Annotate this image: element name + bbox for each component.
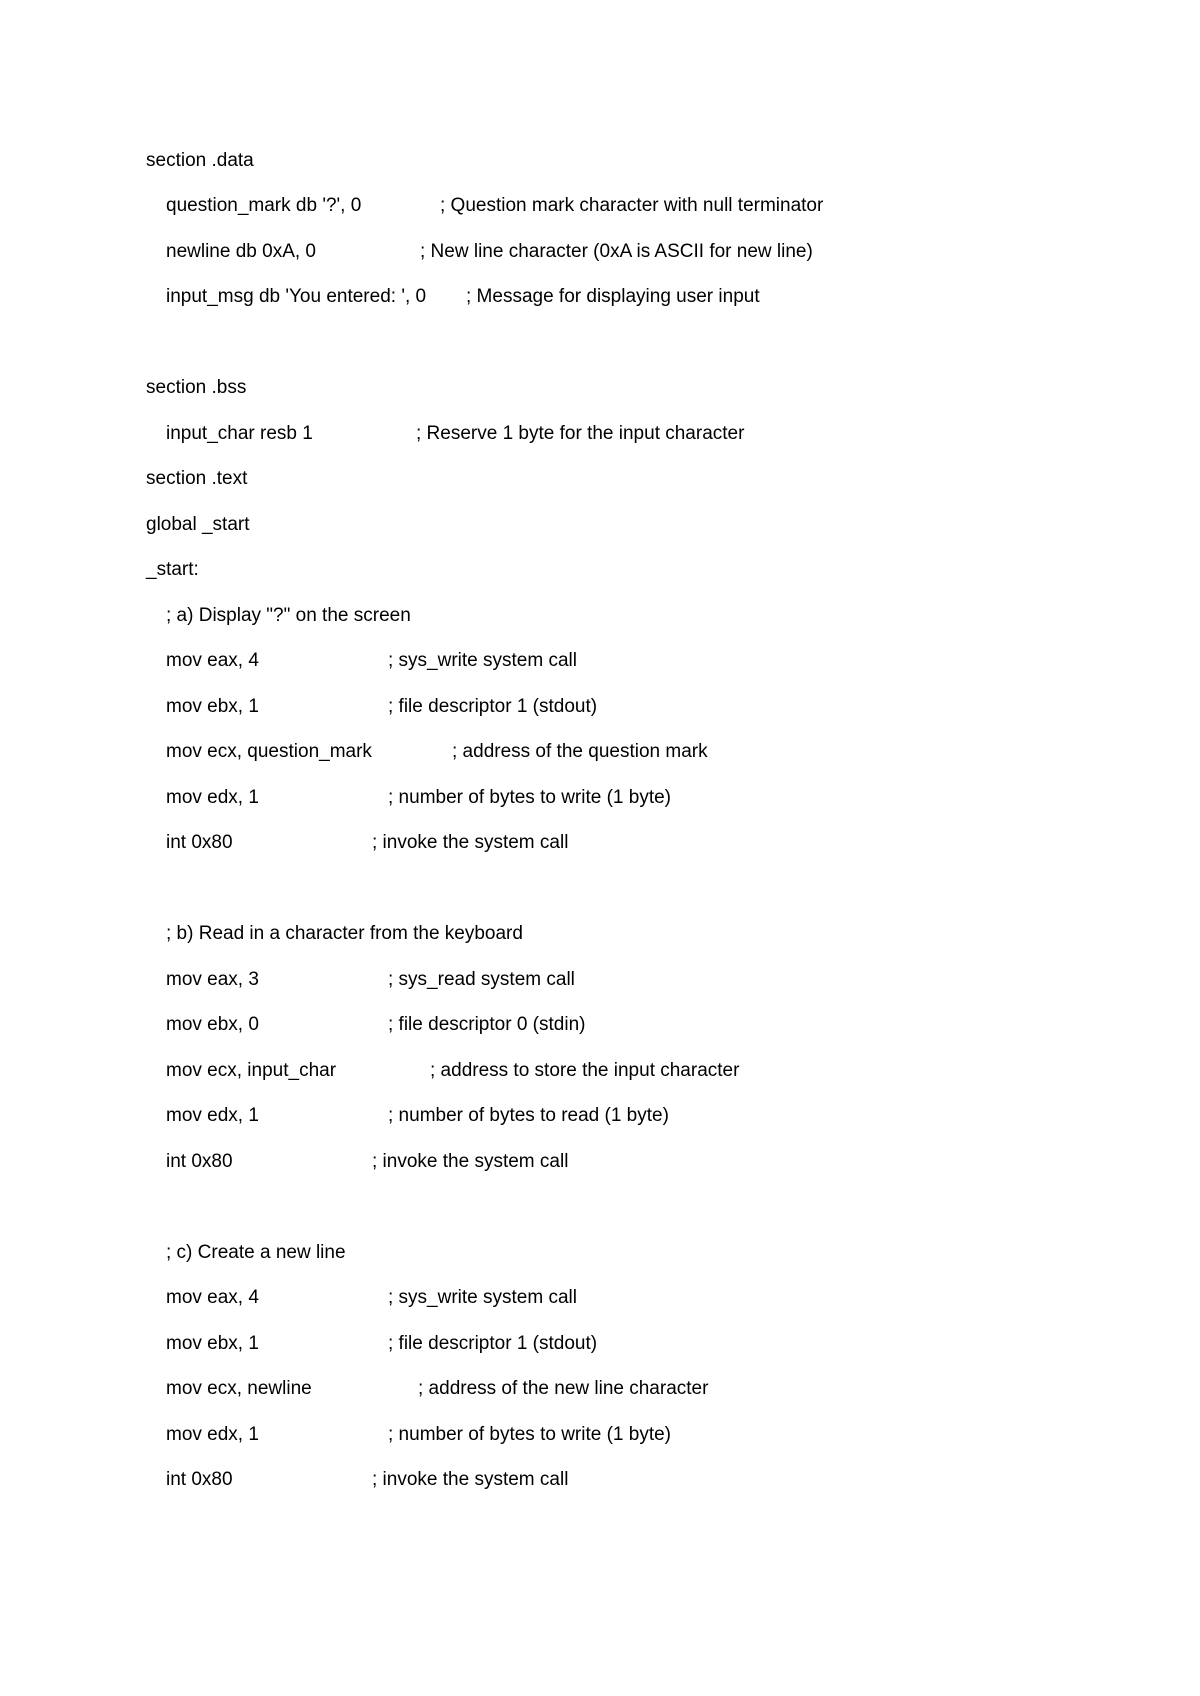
code-comment: ; address to store the input character	[430, 1060, 740, 1081]
code-comment: ; number of bytes to write (1 byte)	[388, 787, 672, 808]
code-line: mov edx, 1 ; number of bytes to read (1 byte)	[166, 1105, 669, 1126]
code-line-global-start: global _start	[146, 514, 250, 535]
code-line: mov eax, 4 ; sys_write system call	[166, 650, 577, 671]
code-line: mov ebx, 1 ; file descriptor 1 (stdout)	[166, 696, 598, 717]
code-comment: ; address of the question mark	[452, 741, 708, 762]
code-line-section-text: section .text	[146, 468, 248, 489]
code-line: mov ebx, 0 ; file descriptor 0 (stdin)	[166, 1014, 586, 1035]
code-comment: ; file descriptor 1 (stdout)	[388, 1333, 598, 1354]
code-line: int 0x80 ; invoke the system call	[166, 832, 569, 853]
code-comment: ; number of bytes to write (1 byte)	[388, 1424, 672, 1445]
code-line: mov eax, 3 ; sys_read system call	[166, 969, 575, 990]
code-comment: ; file descriptor 1 (stdout)	[388, 696, 598, 717]
code-comment: ; Message for displaying user input	[466, 286, 760, 307]
code-comment: ; Question mark character with null terminator	[440, 195, 824, 216]
code-line: mov ecx, newline ; address of the new line character	[166, 1378, 709, 1399]
code-comment: ; file descriptor 0 (stdin)	[388, 1014, 586, 1035]
code-comment: ; sys_write system call	[388, 1287, 577, 1308]
code-line-section-bss: section .bss	[146, 377, 247, 398]
code-comment: ; invoke the system call	[372, 1151, 569, 1172]
code-line-input-msg: input_msg db 'You entered: ', 0 ; Message for displaying user input	[166, 286, 760, 307]
code-comment: ; sys_write system call	[388, 650, 577, 671]
code-line-comment-c: ; c) Create a new line	[166, 1242, 346, 1263]
code-line: int 0x80 ; invoke the system call	[166, 1469, 569, 1490]
code-line-section-data: section .data	[146, 150, 254, 171]
code-line-comment-a: ; a) Display "?" on the screen	[166, 605, 411, 626]
code-line-start-label: _start:	[146, 559, 199, 580]
code-line: mov edx, 1 ; number of bytes to write (1 byte)	[166, 1424, 672, 1445]
code-line: mov ecx, input_char ; address to store the input character	[166, 1060, 740, 1081]
code-line-newline: newline db 0xA, 0 ; New line character (0xA is ASCII for new line)	[166, 241, 813, 262]
code-line-question-mark: question_mark db '?', 0 ; Question mark character with null terminator	[166, 195, 824, 216]
code-line: mov eax, 4 ; sys_write system call	[166, 1287, 577, 1308]
code-line: mov ebx, 1 ; file descriptor 1 (stdout)	[166, 1333, 598, 1354]
code-line: mov ecx, question_mark ; address of the question mark	[166, 741, 708, 762]
code-comment: ; Reserve 1 byte for the input character	[416, 423, 745, 444]
code-comment: ; invoke the system call	[372, 832, 569, 853]
code-comment: ; address of the new line character	[418, 1378, 709, 1399]
code-line: mov edx, 1 ; number of bytes to write (1 byte)	[166, 787, 672, 808]
code-comment: ; sys_read system call	[388, 969, 575, 990]
code-comment: ; invoke the system call	[372, 1469, 569, 1490]
code-line-comment-b: ; b) Read in a character from the keyboard	[166, 923, 523, 944]
code-line: int 0x80 ; invoke the system call	[166, 1151, 569, 1172]
code-comment: ; New line character (0xA is ASCII for new line)	[420, 241, 813, 262]
code-comment: ; number of bytes to read (1 byte)	[388, 1105, 669, 1126]
code-line-input-char: input_char resb 1 ; Reserve 1 byte for the input character	[166, 423, 745, 444]
